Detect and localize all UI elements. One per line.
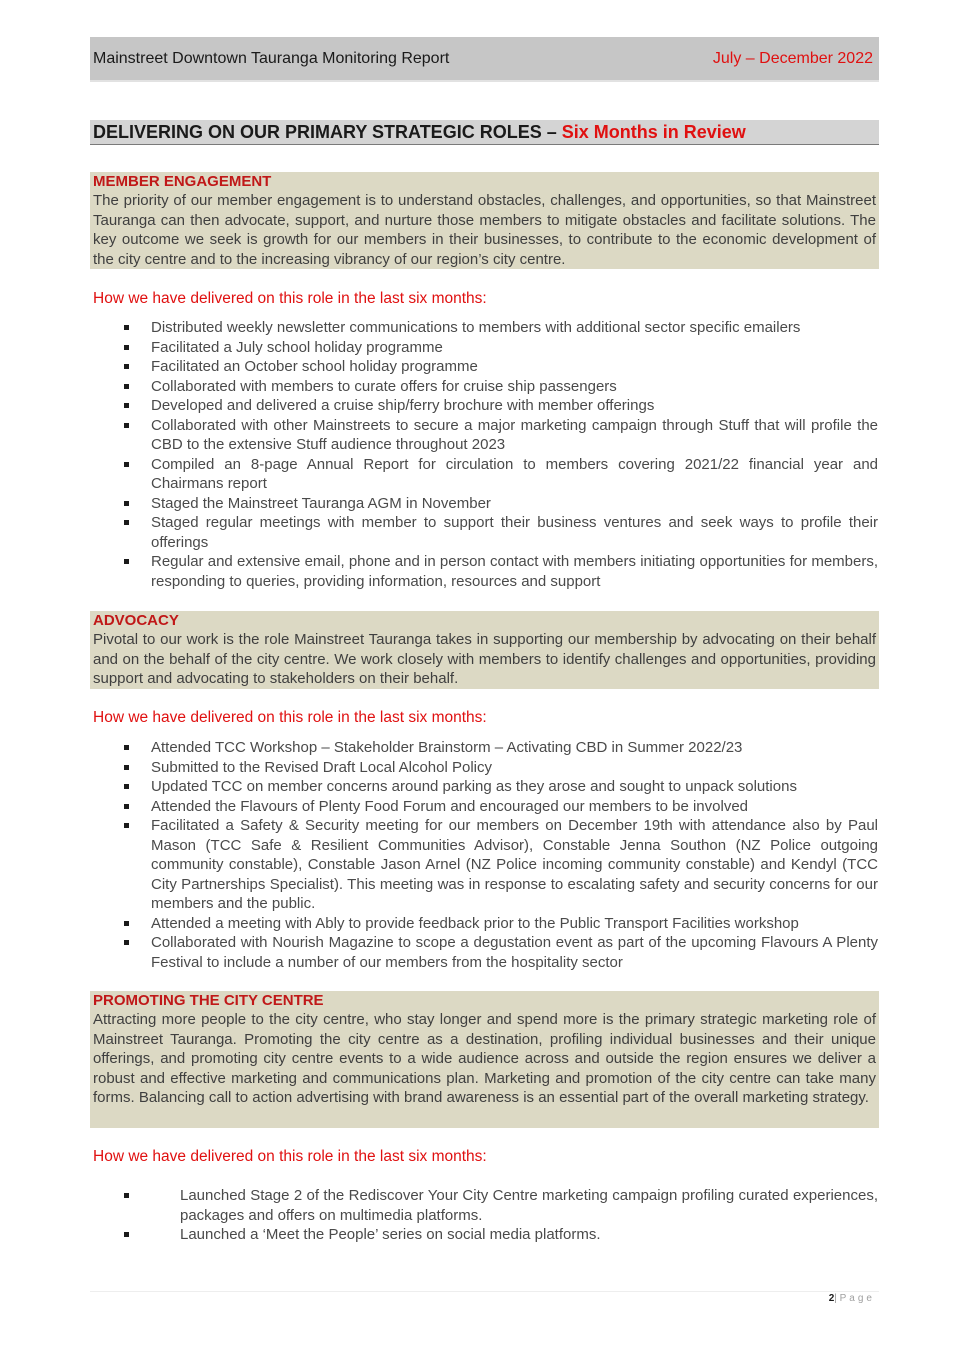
list-item: Facilitated a July school holiday programme (118, 338, 878, 358)
section-title-main: DELIVERING ON OUR PRIMARY STRATEGIC ROLES – (93, 122, 562, 142)
list-item: Collaborated with Nourish Magazine to scope a degustation event as part of the upcoming Flavours A Plenty Festival to include a number of our members from the hospitality sector (118, 933, 878, 972)
bullet-icon (124, 423, 129, 428)
bullet-icon (124, 1232, 129, 1237)
member-engagement-block (90, 172, 879, 269)
list-item: Launched Stage 2 of the Rediscover Your City Centre marketing campaign profiling curated experiences, packages and offers on multimedia platforms. (118, 1186, 878, 1225)
list-item: Facilitated an October school holiday programme (118, 357, 878, 377)
bullet-icon (124, 462, 129, 467)
list-item: Attended TCC Workshop – Stakeholder Brainstorm – Activating CBD in Summer 2022/23 (118, 738, 878, 758)
bullet-icon (124, 1193, 129, 1198)
bullet-icon (124, 364, 129, 369)
page-word: Page (839, 1293, 875, 1304)
list-item: Staged the Mainstreet Tauranga AGM in November (118, 494, 878, 514)
bullet-icon (124, 559, 129, 564)
member-engagement-delivered-label: How we have delivered on this role in the last six months: (93, 290, 487, 307)
list-item: Facilitated a Safety & Security meeting for our members on December 19th with attendance also by Paul Mason (TCC Safe & Resilient Communities Advisor), Constable Jenna Southon (NZ Police outgoing community constable), Constable Jason Arnel (NZ Police incoming community constable) and Kendyl (TCC City Partnerships Specialist). This meeting was in response to escalating safety and security concerns for our members and the public. (118, 816, 878, 914)
bullet-icon (124, 384, 129, 389)
advocacy-block (90, 611, 879, 689)
page-footer (700, 1293, 875, 1304)
list-item: Attended a meeting with Ably to provide feedback prior to the Public Transport Facilities workshop (118, 914, 878, 934)
bullet-icon (124, 745, 129, 750)
member-engagement-list (118, 318, 878, 591)
promoting-block (90, 991, 879, 1128)
list-item: Regular and extensive email, phone and in person contact with members initiating opportunities for members, responding to queries, providing information, resources and support (118, 552, 878, 591)
advocacy-body: Pivotal to our work is the role Mainstreet Tauranga takes in supporting our membership by advocating on their behalf and on the behalf of the city centre. We work closely with members to identify challenges and opportunities, providing support and advocating to stakeholders on their behalf. (93, 631, 876, 688)
report-title: Mainstreet Downtown Tauranga Monitoring Report (93, 49, 450, 67)
bullet-icon (124, 345, 129, 350)
advocacy-delivered-label: How we have delivered on this role in the last six months: (93, 709, 487, 726)
list-item: Developed and delivered a cruise ship/ferry brochure with member offerings (118, 396, 878, 416)
section-title-highlight: Six Months in Review (561, 122, 746, 142)
advocacy-list (118, 738, 878, 972)
bullet-icon (124, 520, 129, 525)
page-separator: | (834, 1293, 837, 1304)
page-number: 2 (828, 1293, 835, 1304)
promoting-delivered-label: How we have delivered on this role in the last six months: (93, 1148, 487, 1165)
bullet-icon (124, 325, 129, 330)
bullet-icon (124, 403, 129, 408)
bullet-icon (124, 823, 129, 828)
bullet-icon (124, 784, 129, 789)
report-period: July – December 2022 (712, 49, 873, 67)
report-header (90, 37, 879, 82)
promoting-body: Attracting more people to the city centre, who stay longer and spend more is the primary strategic marketing role of Mainstreet Tauranga. Promoting the city centre as a destination, profiling individual businesses and their unique offerings, and promoting city centre events to a wide audience across and outside the region ensures we deliver a robust and effective marketing and communications plan. Marketing and promotion of the city centre can take many forms. Balancing call to action advertising with brand awareness is an essential part of the overall marketing strategy. (93, 1011, 876, 1107)
list-item: Launched a ‘Meet the People’ series on social media platforms. (118, 1225, 878, 1245)
bullet-icon (124, 501, 129, 506)
bullet-icon (124, 940, 129, 945)
list-item: Staged regular meetings with member to support their business ventures and seek ways to profile their offerings (118, 513, 878, 552)
member-engagement-body: The priority of our member engagement is to understand obstacles, challenges, and opportunities, so that Mainstreet Tauranga can then advocate, support, and nurture those members to mitigate obstacles and facilitate solutions. The key outcome we seek is growth for our members in their businesses, to contribute to the economic development of the city centre and to the increasing vibrancy of our region’s city centre. (93, 192, 876, 268)
footer-divider (90, 1291, 879, 1292)
list-item: Compiled an 8-page Annual Report for circulation to members covering 2021/22 financial year and Chairmans report (118, 455, 878, 494)
member-engagement-heading: MEMBER ENGAGEMENT (93, 173, 272, 190)
bullet-icon (124, 921, 129, 926)
list-item: Collaborated with members to curate offers for cruise ship passengers (118, 377, 878, 397)
list-item: Collaborated with other Mainstreets to secure a major marketing campaign through Stuff that will profile the CBD to the extensive Stuff audience throughout 2023 (118, 416, 878, 455)
list-item: Attended the Flavours of Plenty Food Forum and encouraged our members to be involved (118, 797, 878, 817)
list-item: Submitted to the Revised Draft Local Alcohol Policy (118, 758, 878, 778)
list-item: Updated TCC on member concerns around parking as they arose and sought to unpack solutions (118, 777, 878, 797)
list-item: Distributed weekly newsletter communications to members with additional sector specific emailers (118, 318, 878, 338)
promoting-list (118, 1186, 878, 1245)
bullet-icon (124, 804, 129, 809)
bullet-icon (124, 765, 129, 770)
advocacy-heading: ADVOCACY (93, 612, 179, 629)
promoting-heading: PROMOTING THE CITY CENTRE (93, 992, 324, 1009)
section-title (90, 120, 879, 145)
